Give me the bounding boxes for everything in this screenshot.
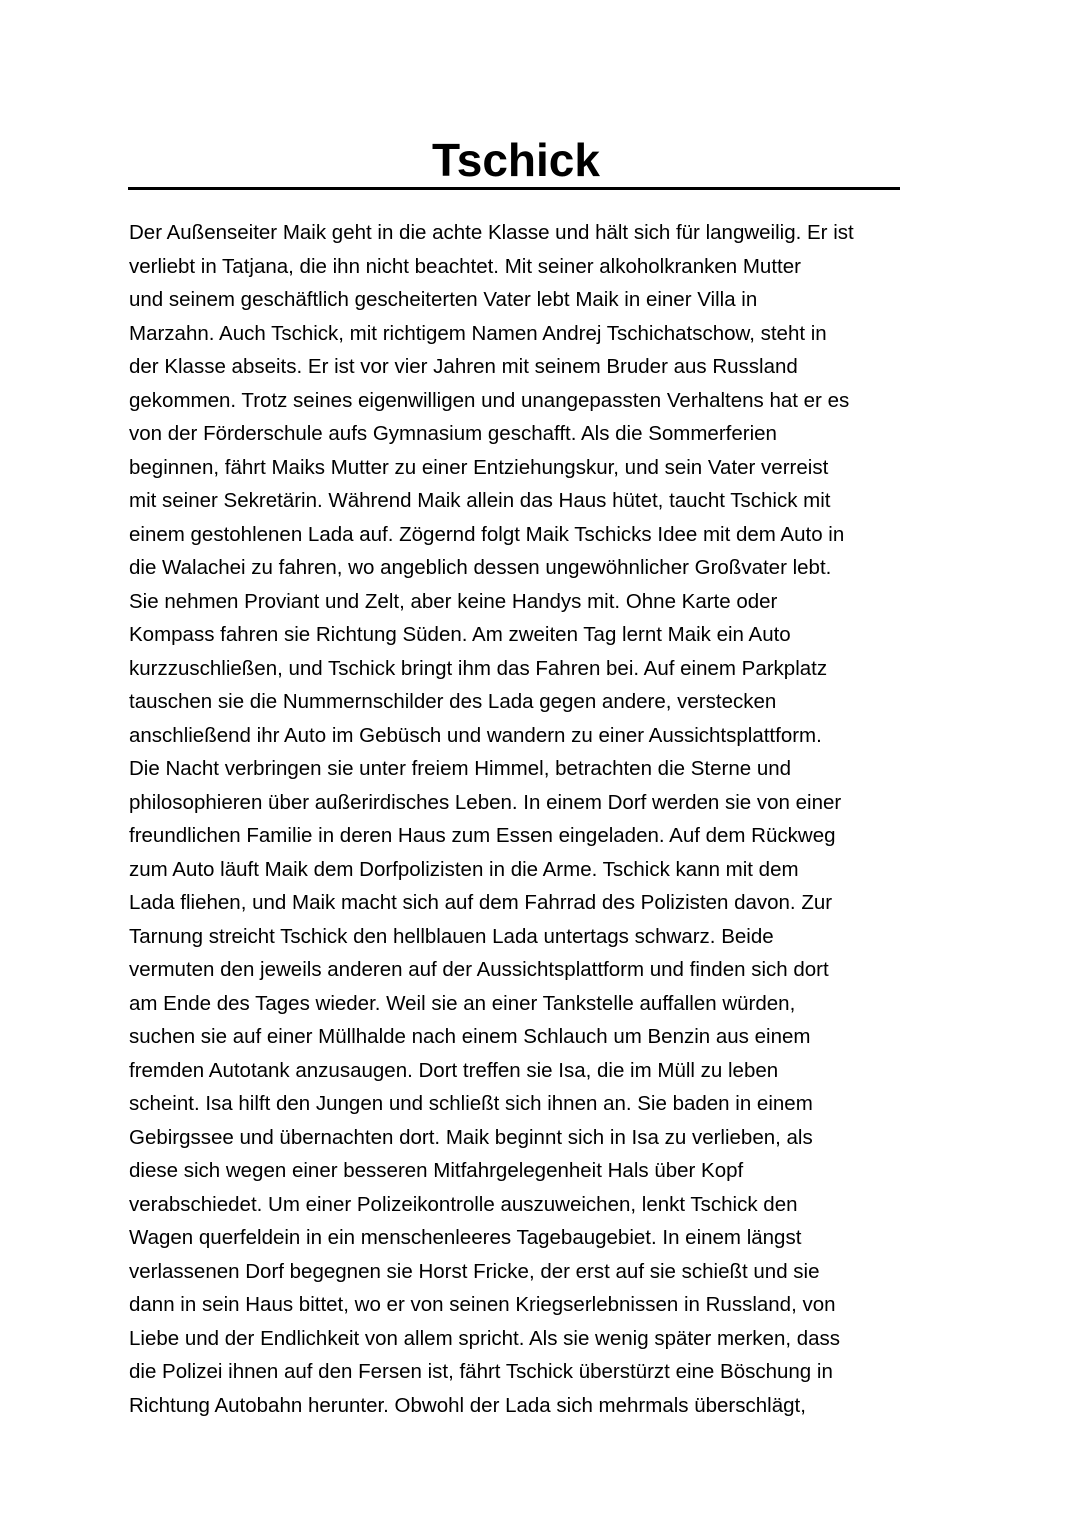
text-line: tauschen sie die Nummernschilder des Lada gegen andere, verstecken xyxy=(129,690,777,713)
text-line: beginnen, fährt Maiks Mutter zu einer Entziehungskur, und sein Vater verreist xyxy=(129,455,829,479)
text-line: kurzzuschließen, und Tschick bringt ihm das Fahren bei. Auf einem Parkplatz xyxy=(129,656,828,680)
text-line: mit seiner Sekretärin. Während Maik allein das Haus hütet, taucht Tschick mit xyxy=(129,489,831,512)
page-title: Tschick xyxy=(432,134,600,186)
text-line: Wagen querfeldein in ein menschenleeres Tagebaugebiet. In einem längst xyxy=(129,1226,802,1249)
text-line: Die Nacht verbringen sie unter freiem Himmel, betrachten die Sterne und xyxy=(129,757,792,780)
text-line: die Polizei ihnen auf den Fersen ist, fährt Tschick überstürzt eine Böschung in xyxy=(129,1360,833,1383)
text-line: freundlichen Familie in deren Haus zum Essen eingeladen. Auf dem Rückweg xyxy=(129,824,836,847)
text-line: diese sich wegen einer besseren Mitfahrgelegenheit Hals über Kopf xyxy=(129,1159,744,1182)
text-line: verliebt in Tatjana, die ihn nicht beachtet. Mit seiner alkoholkranken Mutter xyxy=(129,254,801,278)
text-line: Marzahn. Auch Tschick, mit richtigem Namen Andrej Tschichatschow, steht in xyxy=(129,321,827,345)
summary-paragraph xyxy=(129,216,959,1422)
text-line: dann in sein Haus bittet, wo er von seinen Kriegserlebnissen in Russland, von xyxy=(129,1293,836,1316)
text-line: einem gestohlenen Lada auf. Zögernd folgt Maik Tschicks Idee mit dem Auto in xyxy=(129,522,845,546)
text-line: gekommen. Trotz seines eigenwilligen und unangepassten Verhaltens hat er es xyxy=(129,388,850,412)
text-line: suchen sie auf einer Müllhalde nach einem Schlauch um Benzin aus einem xyxy=(129,1025,811,1048)
text-line: Lada fliehen, und Maik macht sich auf dem Fahrrad des Polizisten davon. Zur xyxy=(129,891,833,914)
text-line: zum Auto läuft Maik dem Dorfpolizisten in die Arme. Tschick kann mit dem xyxy=(129,857,799,881)
text-line: und seinem geschäftlich gescheiterten Vater lebt Maik in einer Villa in xyxy=(129,288,758,311)
text-line: Kompass fahren sie Richtung Süden. Am zweiten Tag lernt Maik ein Auto xyxy=(129,623,791,646)
text-line: scheint. Isa hilft den Jungen und schließt sich ihnen an. Sie baden in einem xyxy=(129,1092,813,1115)
text-line: Tarnung streicht Tschick den hellblauen Lada untertags schwarz. Beide xyxy=(129,924,774,948)
text-line: der Klasse abseits. Er ist vor vier Jahren mit seinem Bruder aus Russland xyxy=(129,355,798,378)
text-line: verabschiedet. Um einer Polizeikontrolle auszuweichen, lenkt Tschick den xyxy=(129,1192,798,1216)
text-line: Der Außenseiter Maik geht in die achte Klasse und hält sich für langweilig. Er ist xyxy=(129,221,854,244)
text-line: vermuten den jeweils anderen auf der Aussichtsplattform und finden sich dort xyxy=(129,958,829,981)
text-line: von der Förderschule aufs Gymnasium geschafft. Als die Sommerferien xyxy=(129,422,777,445)
text-line: Sie nehmen Proviant und Zelt, aber keine Handys mit. Ohne Karte oder xyxy=(129,589,778,613)
text-line: die Walachei zu fahren, wo angeblich dessen ungewöhnlicher Großvater lebt. xyxy=(129,556,832,579)
text-line: Liebe und der Endlichkeit von allem spricht. Als sie wenig später merken, dass xyxy=(129,1326,841,1350)
title-underline xyxy=(128,132,900,190)
text-line: fremden Autotank anzusaugen. Dort treffen sie Isa, die im Müll zu leben xyxy=(129,1058,779,1082)
text-line: anschließend ihr Auto im Gebüsch und wandern zu einer Aussichtsplattform. xyxy=(129,723,822,747)
text-line: am Ende des Tages wieder. Weil sie an einer Tankstelle auffallen würden, xyxy=(129,991,796,1015)
text-line: philosophieren über außerirdisches Leben. In einem Dorf werden sie von einer xyxy=(129,790,842,814)
text-line: Gebirgssee und übernachten dort. Maik beginnt sich in Isa zu verlieben, als xyxy=(129,1125,813,1149)
text-line: verlassenen Dorf begegnen sie Horst Fricke, der erst auf sie schießt und sie xyxy=(129,1259,820,1283)
text-line: Richtung Autobahn herunter. Obwohl der Lada sich mehrmals überschlägt, xyxy=(129,1393,806,1417)
